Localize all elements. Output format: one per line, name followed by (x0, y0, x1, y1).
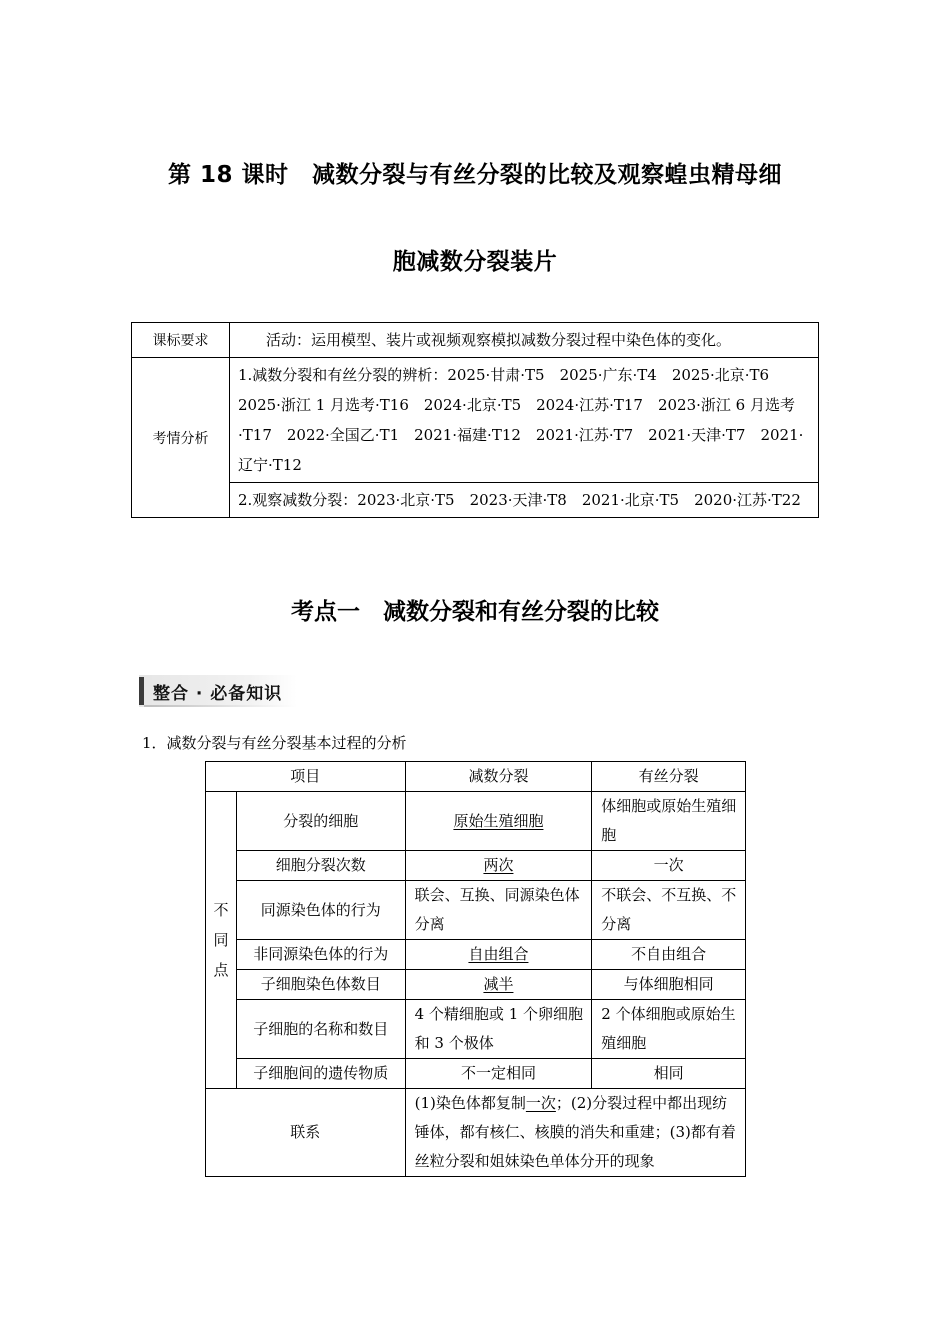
requirements-table (131, 322, 819, 518)
banner-underline (144, 705, 297, 707)
relation-text-underlined: 一次 (525, 1094, 556, 1112)
header-mitosis: 有丝分裂 (592, 762, 746, 792)
table-row (206, 1000, 746, 1059)
row-meiosis: 减半 (483, 975, 514, 993)
relation-text-part1: (1)染色体都复制 (414, 1094, 526, 1112)
row-meiosis: 不一定相同 (405, 1059, 592, 1089)
row-meiosis: 联会、互换、同源染色体分离 (405, 881, 592, 940)
relation-text (405, 1089, 745, 1177)
header-meiosis: 减数分裂 (405, 762, 592, 792)
row-mitosis: 一次 (592, 851, 746, 881)
lesson-title-line-1: 第 18 课时 减数分裂与有丝分裂的比较及观察蝗虫精母细 (167, 162, 783, 188)
knowledge-banner (139, 675, 297, 707)
table-row (206, 851, 746, 881)
kaoqing-item-1: 1.减数分裂和有丝分裂的辨析：2025·甘肃·T5 2025·广东·T4 2025·北京·T6 2025·浙江 1 月选考·T16 2024·北京·T5 2024·江苏·T17 2023·浙江 6 月选考·T17 2022·全国乙·T1 2021·福建·T12 2021·江苏·T7 2021·天津·T7 2021·辽宁·T12 (230, 358, 819, 483)
kebiao-text: 活动：运用模型、装片或视频观察模拟减数分裂过程中染色体的变化。 (230, 323, 819, 358)
lesson-title-line-2: 胞减数分裂装片 (392, 249, 558, 275)
table-row (206, 1059, 746, 1089)
row-item: 子细胞的名称和数目 (236, 1000, 405, 1059)
kaoqing-row-2 (132, 483, 819, 518)
row-item: 分裂的细胞 (236, 792, 405, 851)
row-mitosis: 相同 (592, 1059, 746, 1089)
row-meiosis: 两次 (483, 856, 514, 874)
row-mitosis: 不自由组合 (592, 940, 746, 970)
row-mitosis: 体细胞或原始生殖细胞 (592, 792, 746, 851)
table-row (206, 970, 746, 1000)
row-item: 子细胞染色体数目 (236, 970, 405, 1000)
header-item: 项目 (206, 762, 406, 792)
kebiao-row (132, 323, 819, 358)
row-item: 非同源染色体的行为 (236, 940, 405, 970)
table-row (206, 792, 746, 851)
banner-accent-bar (139, 677, 144, 705)
banner-label: 整合 · 必备知识 (153, 684, 283, 704)
row-item: 同源染色体的行为 (236, 881, 405, 940)
row-mitosis: 2 个体细胞或原始生殖细胞 (592, 1000, 746, 1059)
item-heading: 1．减数分裂与有丝分裂基本过程的分析 (142, 734, 407, 752)
row-item: 细胞分裂次数 (236, 851, 405, 881)
comparison-table (205, 761, 746, 1177)
relation-text-part2: ；(2)分裂过程中都出现纺锤体，都有核仁、核膜的消失和重建；(3)都有着丝粒分裂和姐妹染色单体分开的现象 (414, 1094, 736, 1170)
relation-row (206, 1089, 746, 1177)
kebiao-label: 课标要求 (132, 323, 230, 358)
table-header-row (206, 762, 746, 792)
kaoqing-label: 考情分析 (132, 358, 230, 518)
row-mitosis: 不联会、不互换、不分离 (592, 881, 746, 940)
kaoqing-row-1 (132, 358, 819, 483)
table-row (206, 940, 746, 970)
table-row (206, 881, 746, 940)
row-meiosis: 4 个精细胞或 1 个卵细胞和 3 个极体 (405, 1000, 592, 1059)
section-title: 考点一 减数分裂和有丝分裂的比较 (291, 599, 659, 625)
row-mitosis: 与体细胞相同 (592, 970, 746, 1000)
difference-label (206, 792, 237, 1089)
difference-label-text: 不同点 (213, 901, 229, 979)
row-item: 子细胞间的遗传物质 (236, 1059, 405, 1089)
row-meiosis: 自由组合 (468, 945, 529, 963)
relation-label: 联系 (206, 1089, 406, 1177)
kaoqing-item-2: 2.观察减数分裂：2023·北京·T5 2023·天津·T8 2021·北京·T5 2020·江苏·T22 (230, 483, 819, 518)
row-meiosis: 原始生殖细胞 (453, 811, 544, 830)
